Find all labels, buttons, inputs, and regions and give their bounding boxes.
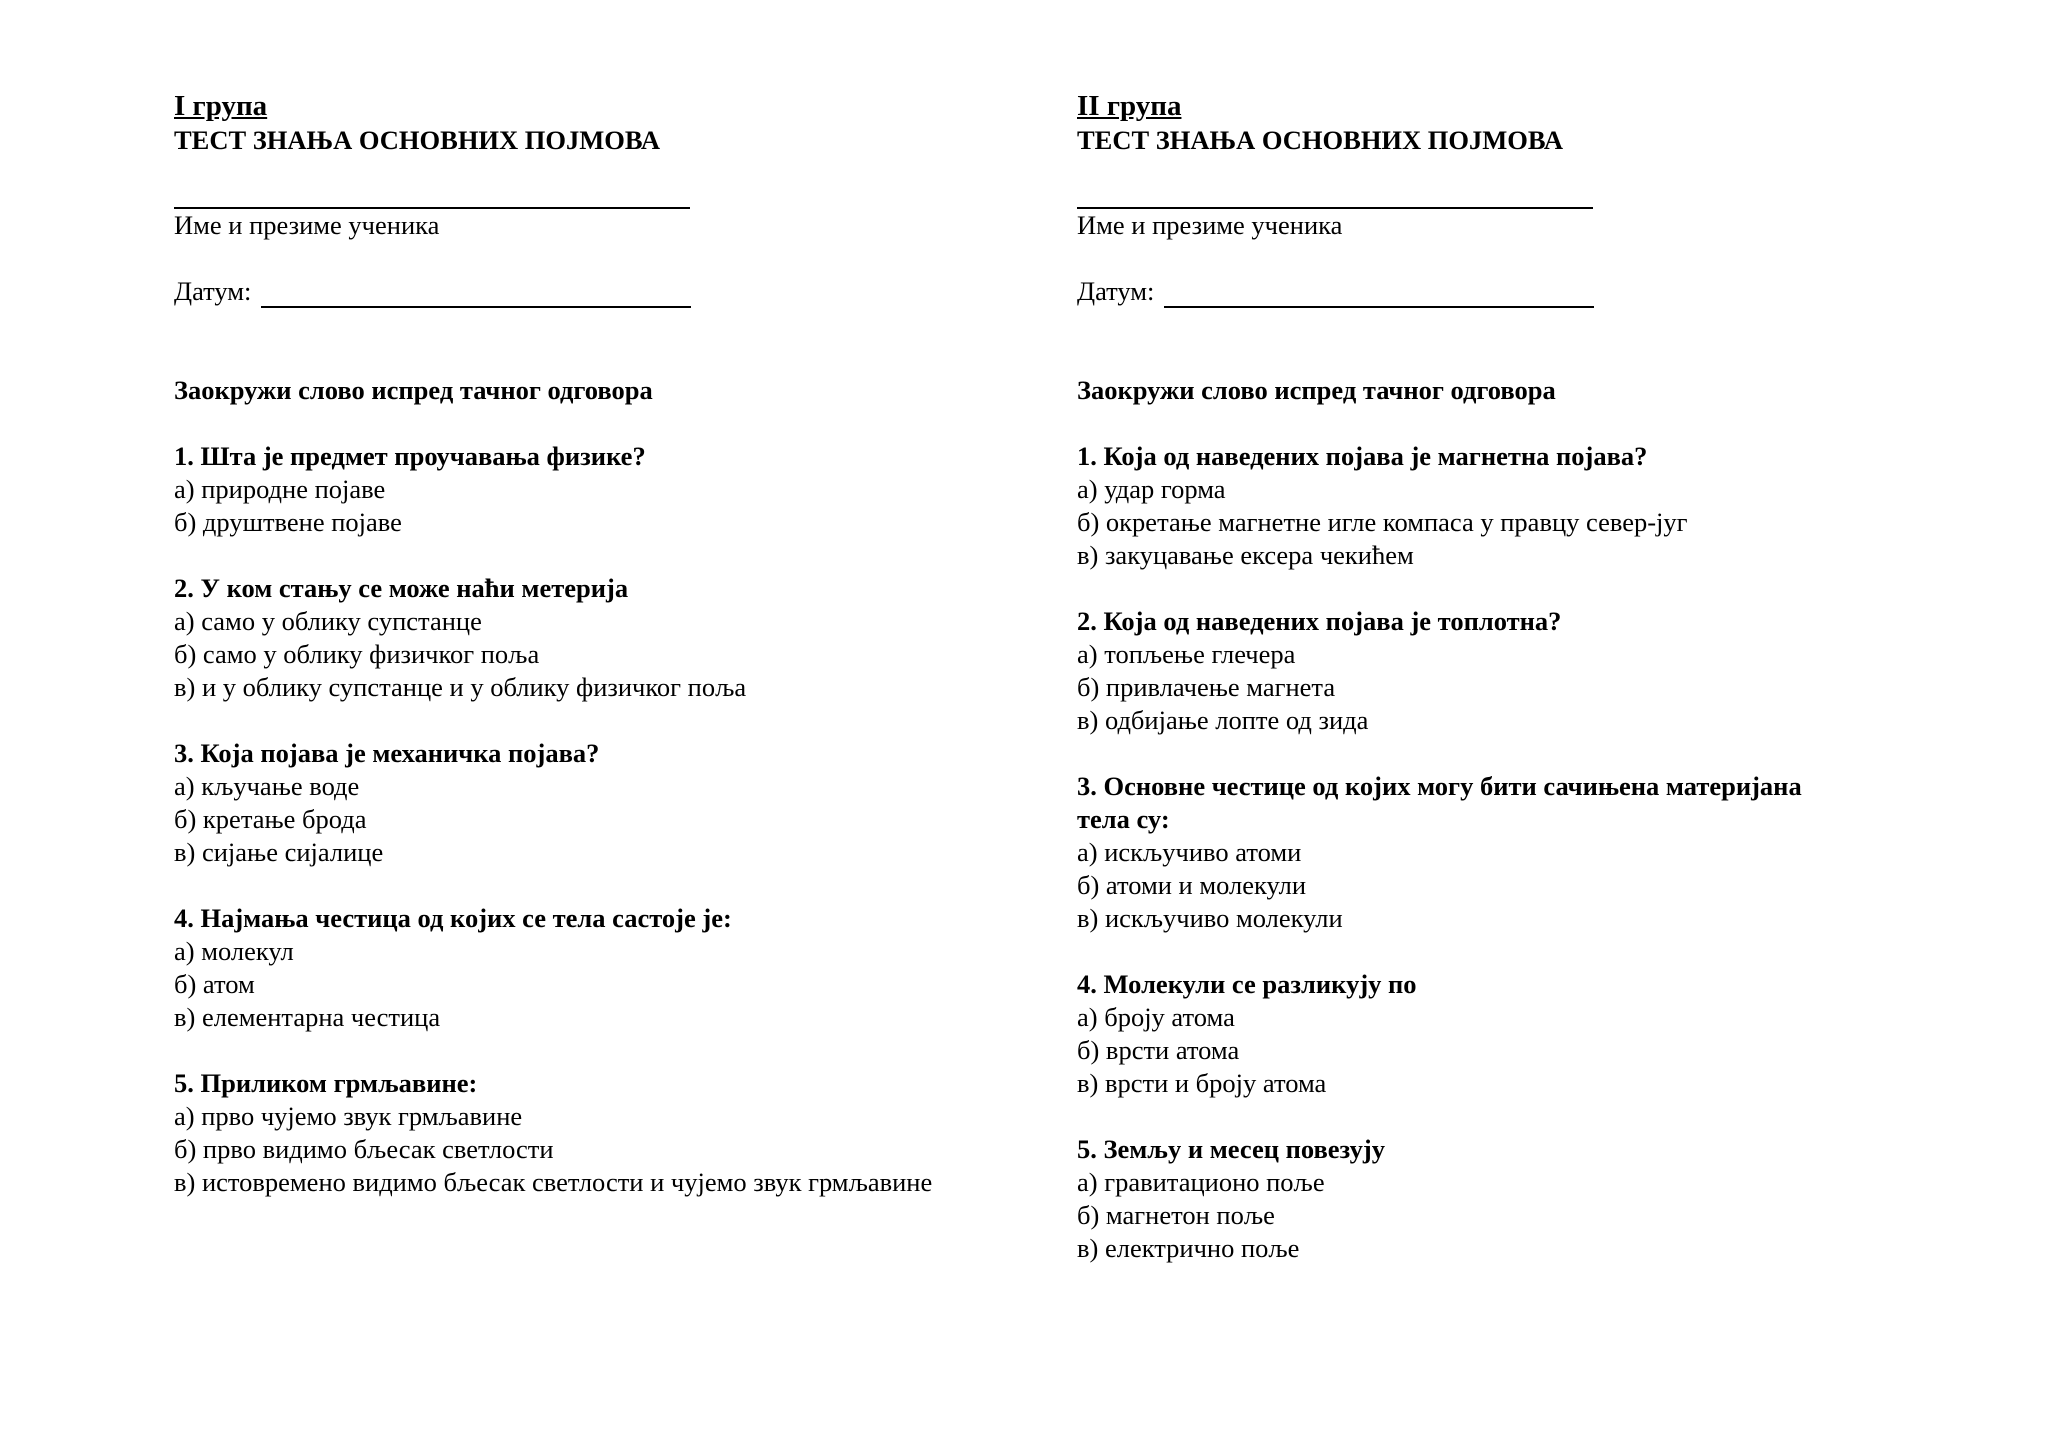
question-5 bbox=[174, 1067, 934, 1199]
question-text: 4. Молекули се разликују по bbox=[1077, 969, 1417, 999]
test-title: ТЕСТ ЗНАЊА ОСНОВНИХ ПОЈМОВА bbox=[1077, 125, 1564, 155]
group-1-column bbox=[174, 88, 934, 1199]
question-5 bbox=[1077, 1133, 1837, 1265]
question-2 bbox=[1077, 605, 1837, 737]
question-3 bbox=[1077, 770, 1837, 935]
question-4 bbox=[1077, 968, 1837, 1100]
question-text: 1. Шта је предмет проучавања физике? bbox=[174, 441, 646, 471]
answer-option[interactable]: а) кључање воде bbox=[174, 771, 360, 801]
name-label: Име и презиме ученика bbox=[1077, 210, 1343, 240]
answer-option[interactable]: а) природне појаве bbox=[174, 474, 386, 504]
question-4 bbox=[174, 902, 934, 1034]
group-title: I група bbox=[174, 90, 268, 122]
date-label: Датум: bbox=[1077, 276, 1155, 306]
answer-option[interactable]: а) искључиво атоми bbox=[1077, 837, 1302, 867]
answer-option[interactable]: а) топљење глечера bbox=[1077, 639, 1296, 669]
answer-option[interactable]: в) и у облику супстанце и у облику физичког поља bbox=[174, 672, 747, 702]
answer-option[interactable]: в) елементарна честица bbox=[174, 1002, 441, 1032]
answer-option[interactable]: б) кретање брода bbox=[174, 804, 367, 834]
instruction: Заокружи слово испред тачног одговора bbox=[174, 375, 653, 405]
date-row bbox=[174, 275, 934, 308]
answer-option[interactable]: а) молекул bbox=[174, 936, 294, 966]
answer-option[interactable]: в) истовремено видимо бљесак светлости и чујемо звук грмљавине bbox=[174, 1167, 933, 1197]
date-line[interactable] bbox=[1164, 282, 1594, 308]
answer-option[interactable]: б) привлачење магнета bbox=[1077, 672, 1336, 702]
answer-option[interactable]: в) сијање сијалице bbox=[174, 837, 384, 867]
question-text: 3. Основне честице од којих могу бити сачињена материјана тела су: bbox=[1077, 771, 1802, 834]
answer-option[interactable]: в) закуцавање ексера чекићем bbox=[1077, 540, 1414, 570]
question-text: 1. Која од наведених појава је магнетна појава? bbox=[1077, 441, 1648, 471]
answer-option[interactable]: б) окретање магнетне игле компаса у правцу север-југ bbox=[1077, 507, 1688, 537]
question-text: 5. Приликом грмљавине: bbox=[174, 1068, 478, 1098]
question-text: 2. У ком стању се може наћи метерија bbox=[174, 573, 629, 603]
question-text: 3. Која појава је механичка појава? bbox=[174, 738, 600, 768]
question-text: 5. Земљу и месец повезују bbox=[1077, 1134, 1385, 1164]
answer-option[interactable]: б) само у облику физичког поља bbox=[174, 639, 540, 669]
question-text: 2. Која од наведених појава је топлотна? bbox=[1077, 606, 1562, 636]
answer-option[interactable]: в) врсти и броју атома bbox=[1077, 1068, 1327, 1098]
date-line[interactable] bbox=[261, 282, 691, 308]
answer-option[interactable]: в) искључиво молекули bbox=[1077, 903, 1343, 933]
answer-option[interactable]: а) прво чујемо звук грмљавине bbox=[174, 1101, 523, 1131]
date-row bbox=[1077, 275, 1837, 308]
answer-option[interactable]: а) удар горма bbox=[1077, 474, 1226, 504]
answer-option[interactable]: б) атом bbox=[174, 969, 255, 999]
name-label: Име и презиме ученика bbox=[174, 210, 440, 240]
answer-option[interactable]: а) гравитационо поље bbox=[1077, 1167, 1325, 1197]
answer-option[interactable]: б) прво видимо бљесак светлости bbox=[174, 1134, 554, 1164]
answer-option[interactable]: а) само у облику супстанце bbox=[174, 606, 482, 636]
answer-option[interactable]: б) друштвене појаве bbox=[174, 507, 402, 537]
date-label: Датум: bbox=[174, 276, 252, 306]
answer-option[interactable]: б) атоми и молекули bbox=[1077, 870, 1307, 900]
group-2-column bbox=[1077, 88, 1837, 1265]
question-3 bbox=[174, 737, 934, 869]
answer-option[interactable]: а) броју атома bbox=[1077, 1002, 1235, 1032]
question-2 bbox=[174, 572, 934, 704]
question-1 bbox=[174, 440, 934, 539]
answer-option[interactable]: б) врсти атома bbox=[1077, 1035, 1240, 1065]
answer-option[interactable]: в) одбијање лопте од зида bbox=[1077, 705, 1369, 735]
answer-option[interactable]: б) магнетон поље bbox=[1077, 1200, 1275, 1230]
answer-option[interactable]: в) електрично поље bbox=[1077, 1233, 1300, 1263]
instruction: Заокружи слово испред тачног одговора bbox=[1077, 375, 1556, 405]
group-title: II група bbox=[1077, 90, 1182, 122]
question-1 bbox=[1077, 440, 1837, 572]
question-text: 4. Најмања честица од којих се тела састоје је: bbox=[174, 903, 732, 933]
test-title: ТЕСТ ЗНАЊА ОСНОВНИХ ПОЈМОВА bbox=[174, 125, 661, 155]
